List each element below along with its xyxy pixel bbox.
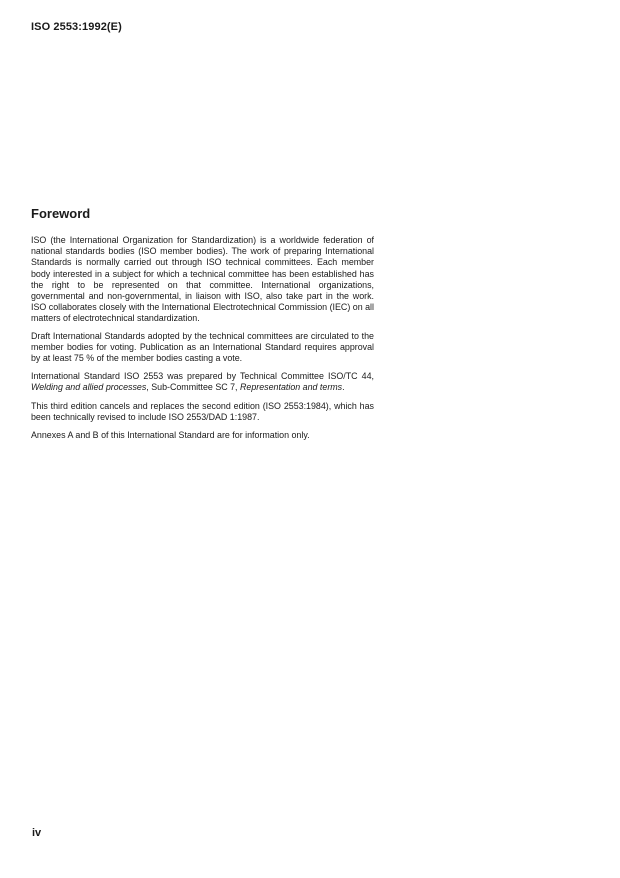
paragraph-annexes: Annexes A and B of this International Standard are for information only.	[31, 430, 310, 441]
foreword-body	[31, 235, 374, 448]
paragraph-draft-standards: Draft International Standards adopted by the technical committees are circulated to the member bodies for voting. Publication as an International Standard requires approval by at least 75 % of the member bodies casting a vote.	[31, 330, 374, 364]
prepared-by-text-3: .	[342, 382, 345, 393]
prepared-by-text-2: , Sub-Committee SC 7,	[146, 382, 240, 393]
section-title: Foreword	[31, 206, 91, 221]
document-id-header: ISO 2553:1992(E)	[31, 21, 122, 33]
paragraph-iso-organization: ISO (the International Organization for Standardization) is a worldwide federation of national standards bodies (ISO member bodies). The work of preparing International Standards is normally carried out through ISO technical committees. Each member body interested in a subject for which a technical committee has been established has the right to be represented on that committee. International organizations, governmental and non-governmental, in liaison with ISO, also take part in the work. ISO collaborates closely with the International Electrotechnical Commission (IEC) on all matters of electrotechnical standardization.	[31, 235, 374, 324]
paragraph-prepared-by	[31, 371, 374, 393]
paragraph-edition: This third edition cancels and replaces the second edition (ISO 2553:1984), which has been technically revised to include ISO 2553/DAD 1:1987.	[31, 400, 374, 422]
prepared-by-text-1: International Standard ISO 2553 was prepared by Technical Committee ISO/TC 44,	[31, 371, 374, 382]
committee-title: Welding and allied processes	[31, 382, 147, 393]
page-number: iv	[32, 827, 42, 839]
subcommittee-title: Representation and terms	[240, 382, 343, 393]
